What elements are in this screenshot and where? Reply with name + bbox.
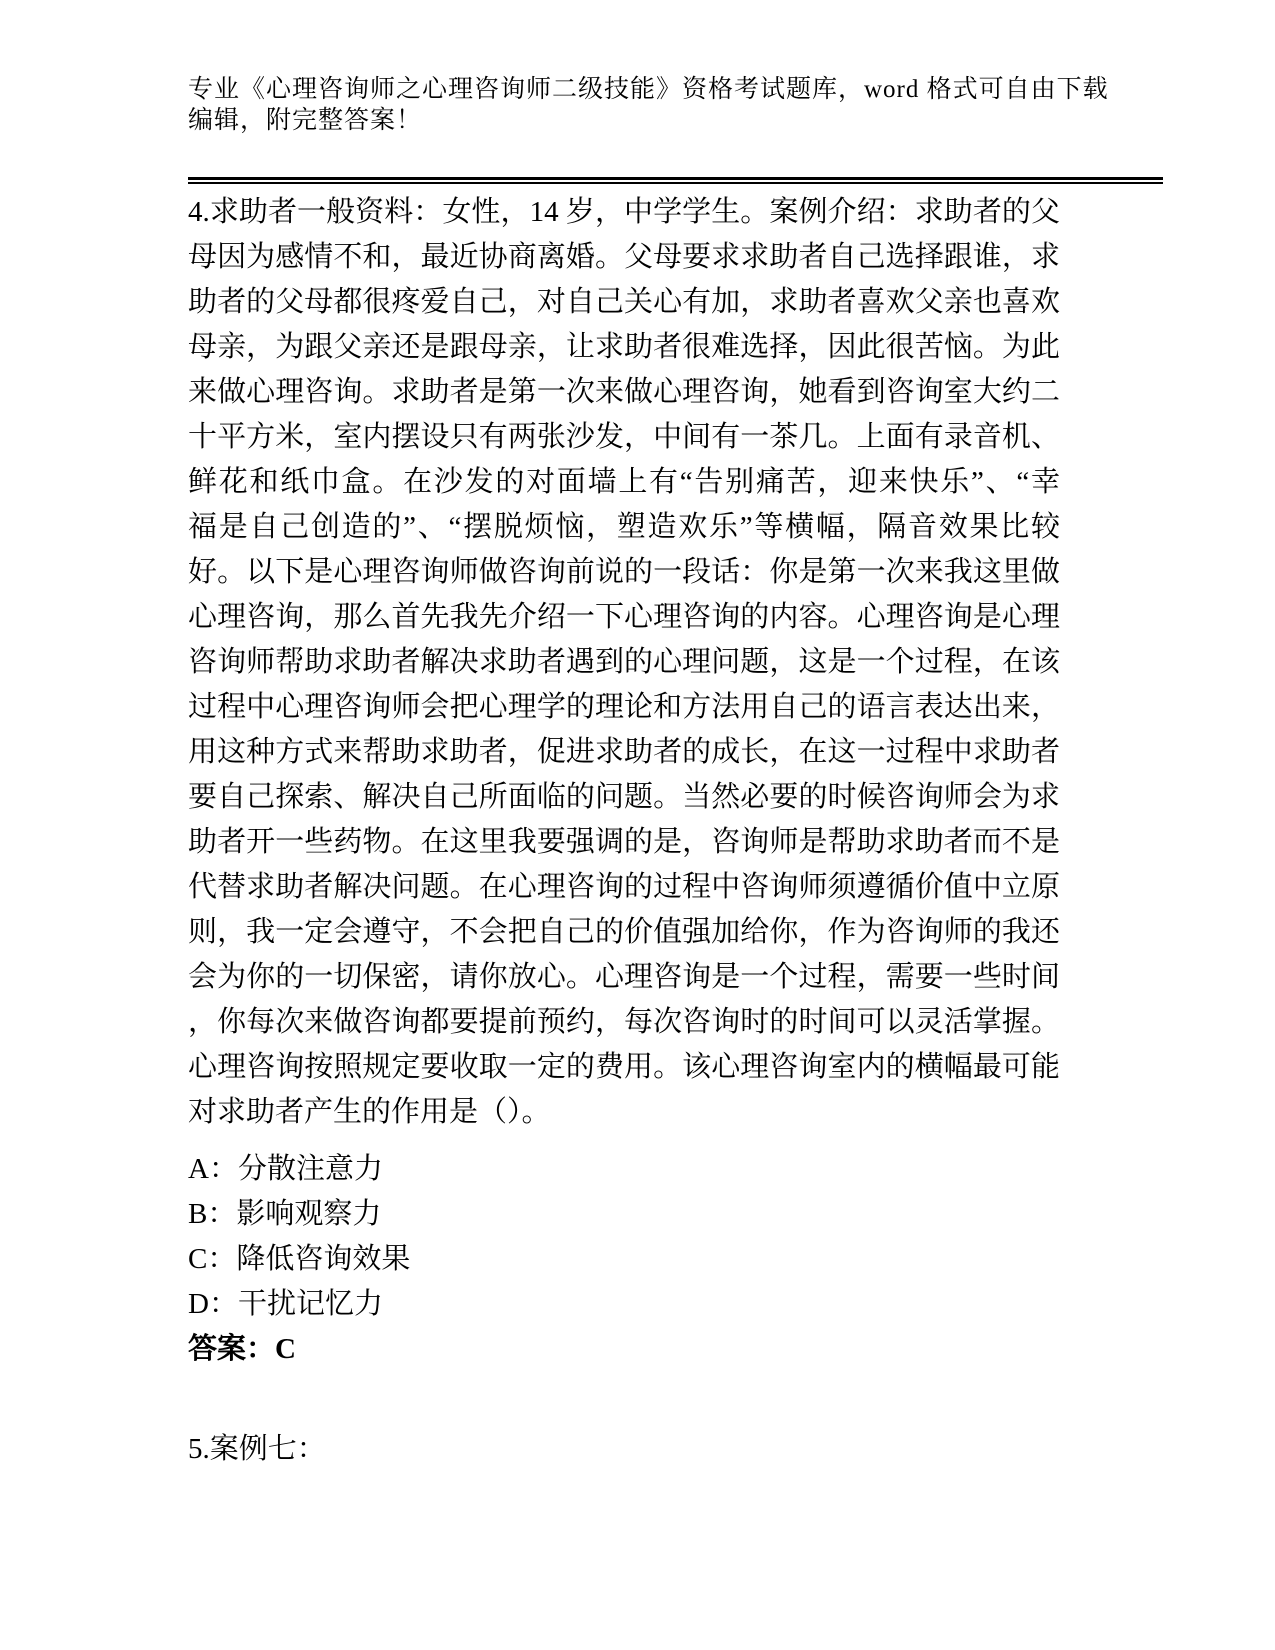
question-text-line: 鲜花和纸巾盒。在沙发的对面墙上有“告别痛苦，迎来快乐”、“幸 — [188, 466, 1060, 498]
question-text-line: 过程中心理咨询师会把心理学的理论和方法用自己的语言表达出来， — [188, 691, 1060, 723]
header-text-line: 专业《心理咨询师之心理咨询师二级技能》资格考试题库，word 格式可自由下载 — [188, 76, 1109, 103]
question-text-line: 4.求助者一般资料：女性，14 岁，中学学生。案例介绍：求助者的父 — [188, 196, 1060, 228]
question-text-line: 母亲，为跟父亲还是跟母亲，让求助者很难选择，因此很苦恼。为此 — [188, 331, 1060, 363]
header-text-line: 编辑，附完整答案！ — [188, 107, 423, 134]
question-text-line: ，你每次来做咨询都要提前预约，每次咨询时的时间可以灵活掌握。 — [188, 1006, 1060, 1038]
question-text-line: 好。以下是心理咨询师做咨询前说的一段话：你是第一次来我这里做 — [188, 556, 1060, 588]
question-text-line: 十平方米，室内摆设只有两张沙发，中间有一茶几。上面有录音机、 — [188, 421, 1060, 453]
header-divider-rule — [188, 177, 1163, 184]
question-4-block — [188, 190, 1060, 1472]
question-text-line: 心理咨询，那么首先我先介绍一下心理咨询的内容。心理咨询是心理 — [188, 601, 1060, 633]
next-question-label: 5.案例七： — [188, 1433, 326, 1465]
question-text-line: 要自己探索、解决自己所面临的问题。当然必要的时候咨询师会为求 — [188, 781, 1060, 813]
question-text-line: 用这种方式来帮助求助者，促进求助者的成长，在这一过程中求助者 — [188, 736, 1060, 768]
question-text-line: 来做心理咨询。求助者是第一次来做心理咨询，她看到咨询室大约二 — [188, 376, 1060, 408]
options-list — [188, 1147, 1060, 1327]
question-text-line: 会为你的一切保密，请你放心。心理咨询是一个过程，需要一些时间 — [188, 961, 1060, 993]
option-line: A：分散注意力 — [188, 1153, 383, 1185]
question-text-line: 助者开一些药物。在这里我要强调的是，咨询师是帮助求助者而不是 — [188, 826, 1060, 858]
option-line: C：降低咨询效果 — [188, 1243, 411, 1275]
question-text-line: 福是自己创造的”、“摆脱烦恼，塑造欢乐”等横幅，隔音效果比较 — [188, 511, 1060, 543]
question-text-line: 母因为感情不和，最近协商离婚。父母要求求助者自己选择跟谁，求 — [188, 241, 1060, 273]
option-line: D：干扰记忆力 — [188, 1288, 383, 1320]
question-text-line: 咨询师帮助求助者解决求助者遇到的心理问题，这是一个过程，在该 — [188, 646, 1060, 678]
question-text — [188, 190, 1060, 1135]
question-text-line: 则，我一定会遵守，不会把自己的价值强加给你，作为咨询师的我还 — [188, 916, 1060, 948]
question-text-line: 心理咨询按照规定要收取一定的费用。该心理咨询室内的横幅最可能 — [188, 1051, 1060, 1083]
question-text-line: 助者的父母都很疼爱自己，对自己关心有加，求助者喜欢父亲也喜欢 — [188, 286, 1060, 318]
question-text-line: 代替求助者解决问题。在心理咨询的过程中咨询师须遵循价值中立原 — [188, 871, 1060, 903]
page-header — [188, 74, 1163, 136]
option-line: B：影响观察力 — [188, 1198, 382, 1230]
answer-line: 答案：C — [188, 1333, 296, 1365]
question-text-line: 对求助者产生的作用是（）。 — [188, 1096, 551, 1128]
